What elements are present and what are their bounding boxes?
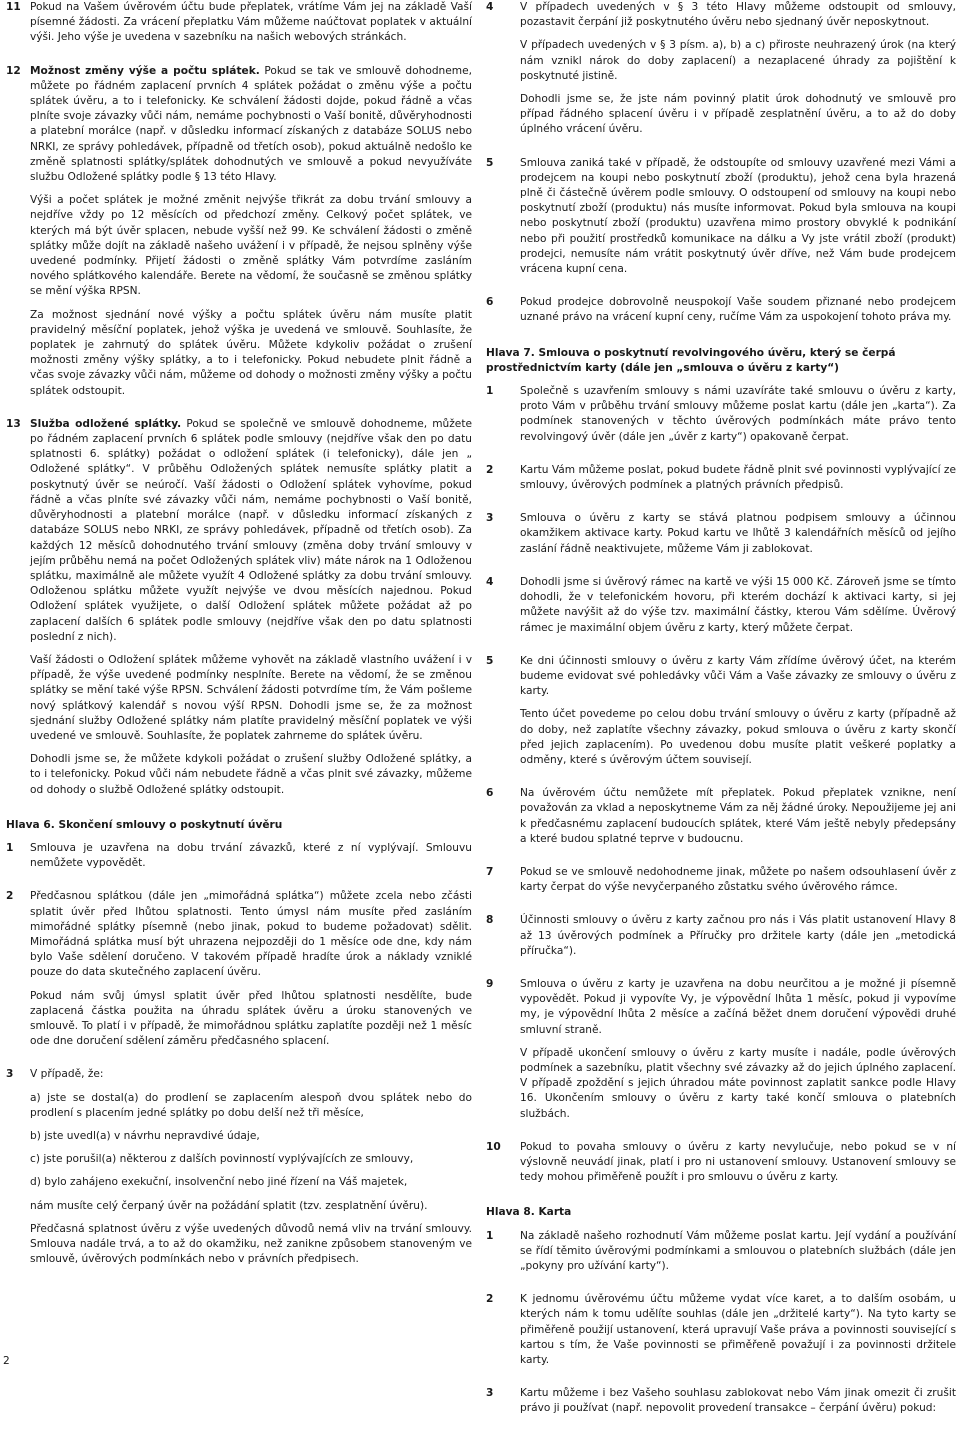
- section-5: [486, 156, 956, 286]
- chapter8-section-2: [486, 1292, 956, 1376]
- section-heading: Služba odložené splátky.: [30, 417, 182, 430]
- section-paragraph: nám musíte celý čerpaný úvěr na požádání splatit (tzv. zesplatnění úvěru).: [30, 1199, 428, 1212]
- section-text: Na úvěrovém účtu nemůžete mít přeplatek. Pokud přeplatek vznikne, není považován za vklad a neposkytneme Vám za něj žádné úroky. Nepoužijeme jej ani k předčasnému zaplacení budoucích splátek, které Vám ještě nebyly předepsány a které budou splatné teprve v budoucnu.: [520, 787, 956, 845]
- section-number: 1: [6, 841, 14, 854]
- section-text: Pokud se tak ve smlouvě dohodneme, můžete po řádném zaplacení prvních 4 splátek požádat o změnu výše a počtu splátek úvěru, a to i telefonicky. Ke schválení žádosti dojde, pokud řádně a včas plníte svoje závazky vůči nám, nemáme pochybnosti o Vaší bonitě, důvěryhodnosti a platební morálce (např. v důsledku informací získaných z databáze SOLUS nebo NRKI, ze správy pohledávek, případně od třetích osob), pokud aktuálně nedošlo ke změně splatnosti splátky/splátek dohodnutých ve smlouvě a pokud nevyužíváte službu Odložené splátky podle § 13 této Hlavy.: [30, 64, 472, 184]
- chapter7-section-5: [486, 654, 956, 776]
- chapter6-section-2: [6, 889, 472, 1057]
- section-text: Pokud to povaha smlouvy o úvěru z karty nevylučuje, nebo pokud se v ní výslovně neuvádí jinak, platí i pro ni ustanovení smlouvy. Ustanovení smlouvy se tedy mohou přiměřeně použít i pro smlouvu o úvěru z karty.: [520, 1140, 956, 1184]
- chapter6-section-3: [6, 1067, 472, 1275]
- section-number: 8: [486, 914, 494, 927]
- section-text: Na základě našeho rozhodnutí Vám můžeme poslat kartu. Její vydání a používání se řídí těmito úvěrovými podmínkami a smlouvou o platebních službách (dále jen „pokyny pro užívání karty“).: [520, 1229, 956, 1272]
- section-number: 4: [486, 1, 494, 13]
- section-text: V případech uvedených v § 3 této Hlavy můžeme odstoupit od smlouvy, pozastavit čerpání již poskytnutého úvěru nebo sjednaný úvěr neposkytnout.: [520, 1, 956, 29]
- section-text: Smlouva o úvěru z karty se stává platnou podpisem smlouvy a účinnou okamžikem aktivace karty. Pokud kartu ve lhůtě 3 kalendářních měsíců od jejího zaslání řádně neaktivujete, můžeme Vám ji zablokovat.: [520, 512, 956, 555]
- section-text: Pokud se ve smlouvě nedohodneme jinak, můžete po našem odsouhlasení úvěr z karty čerpat do výše nevyčerpaného zůstatku svého úvěrového rámce.: [520, 865, 956, 894]
- section-number: 6: [486, 296, 494, 309]
- section-paragraph: Předčasná splatnost úvěru z výše uvedených důvodů nemá vliv na trvání smlouvy. Smlouva nadále trvá, a to až do okamžiku, než zanikne způsobem stanoveným ve smlouvě, úvěrových podmínkách nebo v právních předpisech.: [30, 1222, 472, 1266]
- list-item: a) jste se dostal(a) do prodlení se zaplacením alespoň dvou splátek nebo do prodlení s placením jedné splátky po dobu delší než tři měsíce,: [30, 1091, 472, 1119]
- section-text: Dohodli jsme si úvěrový rámec na kartě ve výši 15 000 Kč. Zároveň jsme se tímto dohodli, že v telefonickém hovoru, při kterém dochází k aktivaci karty, si jej můžete navýšit až do výše tzv. maximální částky, kterou Vám sdělíme. Úvěrový rámec je maximální objem úvěru z karty, který můžete čerpat.: [520, 575, 956, 634]
- section-6: [486, 295, 956, 333]
- chapter7-section-6: [486, 786, 956, 855]
- section-text: K jednomu úvěrovému účtu můžeme vydat více karet, a to dalším osobám, u kterých nám k tomu udělíte souhlas (dále jen „držitelé karty“). Na tyto karty se přiměřeně použijí ustanovení, která upravují Vaše práva a povinnosti související s kartou s tím, že Vaše povinnosti se přiměřeně považují i za povinnosti držitele karty.: [520, 1293, 956, 1367]
- section-text: Smlouva o úvěru z karty je uzavřena na dobu neurčitou a je možné ji písemně vypovědět. Pokud ji vypovíte Vy, je výpovědní lhůta 1 měsíc, pokud ji vypovíme my, je výpovědní lhůta 2 měsíce a začíná běžet dnem doručení výpovědi druhé smluvní straně.: [520, 977, 956, 1036]
- section-paragraph: Výši a počet splátek je možné změnit nejvýše třikrát za dobu trvání smlouvy a nejdříve vždy po 12 měsících od předchozí změny. Celkový počet splátek, ve kterých má být úvěr splacen, nebude vyšší než 99. Ke schválení žádosti o změně splátky může dojít na základě našeho uvážení i v případě, že nejsou splněny výše uvedené podmínky. Přijetí žádosti o změně splátky Vám potvrdíme zasláním nového splátkového kalendáře. Berete na vědomí, že současně se změnou splátky se mění výška RPSN.: [30, 194, 472, 298]
- section-text: Předčasnou splátkou (dále jen „mimořádná splátka“) můžete zcela nebo zčásti splatit úvěr před lhůtou splatnosti. Tento úmysl nám musíte před zasláním mimořádné splátky písemně (nebo jinak, pokud to budeme požadovat) sdělit. Mimořádná splátka musí být uhrazena nejpozději do 1 měsíce ode dne, kdy nám bylo Vaše sdělení doručeno. V takovém případě hradíte úrok a náklady vzniklé pouze do data skutečného zaplacení úvěru.: [30, 890, 472, 979]
- section-number: 4: [486, 575, 494, 588]
- section-number: 3: [6, 1068, 14, 1081]
- left-column: [6, 0, 472, 1285]
- section-number: 12: [6, 64, 21, 77]
- section-paragraph: Tento účet povedeme po celou dobu trvání smlouvy o úvěru z karty (případně až do doby, než zaplatíte všechny závazky, pokud smlouva o úvěru z karty skončí před jejich zaplacením). Po uvedenou dobu musíte platit veškeré poplatky a odměny, které s úvěrovým účtem souvisejí.: [520, 708, 956, 766]
- section-number: 5: [486, 156, 494, 169]
- section-paragraph: Za možnost sjednání nové výšky a počtu splátek úvěru nám musíte platit pravidelný měsíční poplatek, jehož výška je uvedená ve smlouvě. Souhlasíte, že poplatek je zahrnutý do splátek úvěru. Můžete kdykoliv požádat o zrušení možnosti změny výšky splátky, a to i telefonicky. Pokud nebudete plnit řádně a včas svoje závazky vůči nám, můžeme od dohody o možnosti změny výšky a počtu splátek odstoupit.: [30, 308, 472, 397]
- list-item: b) jste uvedl(a) v návrhu nepravdivé údaje,: [30, 1130, 260, 1142]
- list-item: d) bylo zahájeno exekuční, insolvenční nebo jiné řízení na Váš majetek,: [30, 1176, 408, 1189]
- chapter7-section-9: [486, 977, 956, 1130]
- section-number: 5: [486, 654, 494, 667]
- chapter8-section-1: [486, 1229, 956, 1283]
- chapter-heading: Hlava 6. Skončení smlouvy o poskytnutí úvěru: [6, 818, 283, 831]
- section-11: [6, 0, 472, 54]
- section-number: 3: [486, 512, 494, 525]
- section-text: Kartu můžeme i bez Vašeho souhlasu zablokovat nebo Vám jinak omezit či zrušit právo ji používat (např. nepovolit provedení transakce – čerpání úvěru) pokud:: [520, 1387, 956, 1415]
- section-4: [486, 0, 956, 146]
- section-number: 2: [486, 1293, 494, 1306]
- section-12: [6, 64, 472, 407]
- section-number: 7: [486, 865, 494, 878]
- chapter6-section-1: [6, 841, 472, 879]
- section-text: Pokud se společně ve smlouvě dohodneme, můžete po řádném zaplacení prvních 6 splátek podle smlouvy (nejdříve však den po datu splatnosti 6. splátky) požádat o odložení splátek (i telefonicky), dále jen „ Odložené splátky“. V průběhu Odložených splátek nemusíte splátky platit a poskytnutý úvěr se neúročí. Vaší žádosti o Odložení splátek vyhovíme, pokud řádně a včas plníte své závazky vůči nám, nemáme pochybnosti o Vaší bonitě, důvěryhodnosti a platební morálce (např. v důsledku informací získaných z databáze SOLUS nebo NRKI, ze správy pohledávek, případně od třetích osob). Za každých 12 měsíců dohodnutého trvání smlouvy (změna doby trvání smlouvy v jejím průběhu nemá na počet Odložených splátek vliv) máte nárok na 1 Odloženou splátku, maximálně ale můžete využít 4 Odložené splátky za dobu trvání smlouvy. Odloženou splátku můžete využít nejvýše ve dvou měsících najednou. Pokud Odložení splátek využijete, o další Odložení splátek můžete požádat až po zaplacení dalších 6 splátek podle smlouvy (nejdříve však den po datu splatnosti poslední z nich).: [30, 417, 472, 643]
- section-number: 3: [486, 1387, 494, 1400]
- section-paragraph: V případě ukončení smlouvy o úvěru z karty musíte i nadále, podle úvěrových podmínek a sazebníku, platit všechny své závazky až do jejich úplného zaplacení. V případě zpoždění s jejich úhradou máte povinnost zaplatit sankce podle Hlavy 16. Ukončením smlouvy o úvěru z karty také končí smlouva o platebních službách.: [520, 1046, 956, 1120]
- chapter7-section-4: [486, 575, 956, 644]
- page-number: 2: [3, 1355, 10, 1367]
- chapter-heading: Hlava 8. Karta: [486, 1206, 572, 1219]
- chapter8-section-3: [486, 1386, 956, 1424]
- chapter-heading: Hlava 7. Smlouva o poskytnutí revolvingového úvěru, který se čerpá prostřednictvím karty (dále jen „smlouva o úvěru z karty“): [486, 346, 896, 374]
- list-item: c) jste porušil(a) některou z dalších povinností vyplývajících ze smlouvy,: [30, 1153, 414, 1166]
- right-column: [486, 0, 956, 1435]
- section-number: 9: [486, 977, 494, 990]
- section-number: 13: [6, 417, 21, 430]
- section-paragraph: Vaší žádosti o Odložení splátek můžeme vyhovět na základě vlastního uvážení i v případě, že výše uvedené podmínky nesplníte. Berete na vědomí, že se změnou splátky se mění také výše RPSN. Schválení žádosti potvrdíme tím, že Vám pošleme nový splátkový kalendář s novou výší RPSN. Dohodli jsme se, že za možnost sjednání služby Odložené splátky nám platíte pravidelný měsíční poplatek ve výši uvedené ve smlouvě. Souhlasíte, že poplatek zahrneme do splátek úvěru.: [30, 653, 472, 742]
- chapter7-section-10: [486, 1140, 956, 1194]
- section-number: 1: [486, 1229, 494, 1242]
- section-text: Smlouva zaniká také v případě, že odstoupíte od smlouvy uzavřené mezi Vámi a prodejcem na koupi nebo poskytnutí zboží (produktu), jehož cena byla hrazená plně či částečně úvěrem podle smlouvy. O odstoupení od smlouvy na koupi nebo poskytnutí zboží (produktu) nás musíte informovat. Pokud byla smlouva na koupi nebo poskytnutí zboží (produktu) uzavřena mimo prostory obvyklé k podnikání nebo při použití prostředků komunikace na dálku a Vy jste vrátil zboží (produkt) prodejci, nemusíte nám vrátit poskytnutý úvěr dříve, než Vám bude prodejcem vrácena kupní cena.: [520, 156, 956, 276]
- section-text: V případě, že:: [30, 1068, 104, 1081]
- section-paragraph: Pokud nám svůj úmysl splatit úvěr před lhůtou splatnosti nesdělíte, bude zaplacená částka použita na úhradu splátek úvěru a úroku stanovených ve smlouvě. To platí i v případě, že mimořádnou splátku zaplatíte později než 1 měsíc ode dne doručení sdělení záměru předčasného splacení.: [30, 989, 472, 1048]
- chapter7-section-8: [486, 913, 956, 967]
- chapter7-section-2: [486, 463, 956, 501]
- section-number: 2: [486, 463, 494, 476]
- section-text: Ke dni účinnosti smlouvy o úvěru z karty Vám zřídíme úvěrový účet, na kterém budeme evidovat své pohledávky vůči Vám a Vaše závazky ze smlouvy o úvěru z karty.: [520, 654, 956, 698]
- section-paragraph: Dohodli jsme se, že jste nám povinný platit úrok dohodnutý ve smlouvě pro případ řádného splacení úvěru i v případě zesplatnění úvěru, a to až do doby úplného vrácení úvěru.: [520, 93, 956, 136]
- section-text: Pokud prodejce dobrovolně neuspokojí Vaše soudem přiznané nebo prodejcem uznané právo na vrácení kupní ceny, ručíme Vám za uspokojení tohoto práva my.: [520, 296, 956, 324]
- section-13: [6, 417, 472, 806]
- section-text: Účinnosti smlouvy o úvěru z karty začnou pro nás i Vás platit ustanovení Hlavy 8 až 13 úvěrových podmínek a Příručky pro držitele karty (dále jen „metodická příručka“).: [520, 914, 956, 957]
- chapter7-section-7: [486, 865, 956, 903]
- section-number: 1: [486, 385, 494, 398]
- section-paragraph: V případech uvedených v § 3 písm. a), b) a c) přiroste neuhrazený úrok (na který nám vznikl nárok do doby zaplacení) a nezaplacené úhrady za pojištění k poskytnuté jistině.: [520, 39, 956, 82]
- section-paragraph: Dohodli jsme se, že můžete kdykoli požádat o zrušení služby Odložené splátky, a to i telefonicky. Pokud vůči nám nebudete řádně a včas plnit své závazky, můžeme od dohody o službě Odložené splátky odstoupit.: [30, 753, 472, 796]
- section-number: 6: [486, 787, 494, 800]
- section-text: Pokud na Vašem úvěrovém účtu bude přeplatek, vrátíme Vám jej na základě Vaší písemné žádosti. Za vrácení přeplatku Vám můžeme naúčtovat poplatek v aktuální výši. Jeho výše je uvedena v sazebníku na našich webových stránkách.: [30, 1, 472, 44]
- section-number: 10: [486, 1140, 501, 1153]
- chapter7-section-1: [486, 384, 956, 453]
- section-text: Kartu Vám můžeme poslat, pokud budete řádně plnit své povinnosti vyplývající ze smlouvy, úvěrových podmínek a platných právních předpisů.: [520, 463, 956, 492]
- chapter7-section-3: [486, 511, 956, 565]
- section-number: 2: [6, 890, 14, 903]
- section-text: Společně s uzavřením smlouvy s námi uzavíráte také smlouvu o úvěru z karty, proto Vám v průběhu trvání smlouvy můžeme poslat kartu (dále jen „karta“). Za podmínek stanovených v těchto úvěrových podmínkách máte právo tento revolvingový úvěr (dále jen „úvěr z karty“) opakovaně čerpat.: [520, 385, 956, 443]
- section-heading: Možnost změny výše a počtu splátek.: [30, 64, 260, 77]
- section-text: Smlouva je uzavřena na dobu trvání závazků, které z ní vyplývají. Smlouvu nemůžete vypovědět.: [30, 841, 472, 870]
- section-number: 11: [6, 1, 21, 13]
